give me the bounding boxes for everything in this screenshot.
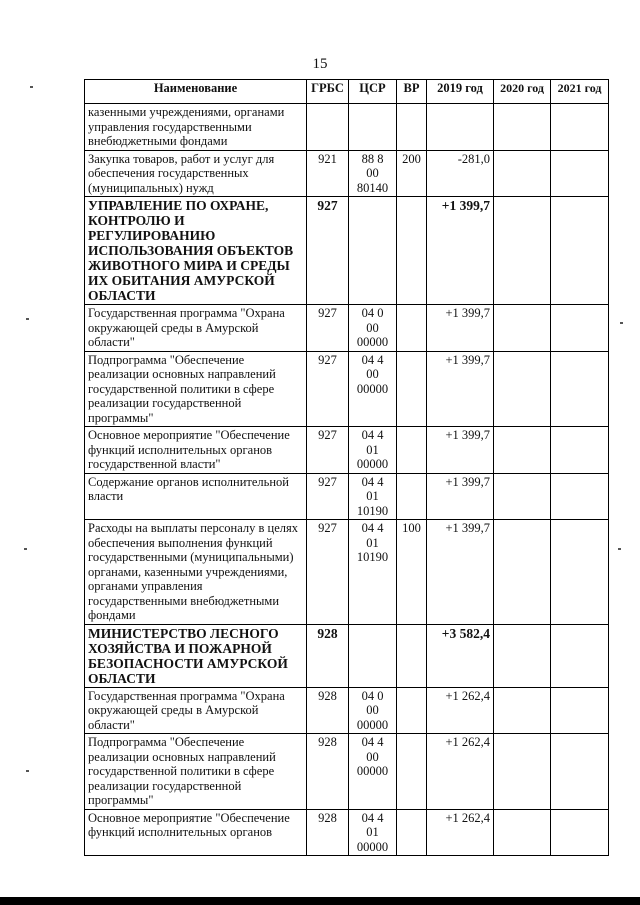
cell-2019: +1 399,7 xyxy=(427,305,494,352)
cell-2021 xyxy=(551,427,609,474)
cell-csr xyxy=(349,104,397,151)
cell-name: Основное мероприятие "Обеспечение функций исполнительных органов государственной власти" xyxy=(85,427,307,474)
cell-name: Закупка товаров, работ и услуг для обеспечения государственных (муниципальных) нужд xyxy=(85,150,307,197)
cell-2021 xyxy=(551,305,609,352)
cell-2019: +1 262,4 xyxy=(427,734,494,810)
cell-vr xyxy=(397,197,427,305)
cell-csr: 04 4 01 00000 xyxy=(349,809,397,856)
cell-2019: +3 582,4 xyxy=(427,624,494,687)
cell-csr xyxy=(349,624,397,687)
column-header-2020: 2020 год xyxy=(494,80,551,104)
cell-2021 xyxy=(551,197,609,305)
cell-2021 xyxy=(551,734,609,810)
table-body xyxy=(85,104,609,856)
cell-csr: 04 0 00 00000 xyxy=(349,687,397,734)
cell-2019: +1 399,7 xyxy=(427,197,494,305)
scan-mark xyxy=(30,86,33,88)
cell-vr xyxy=(397,427,427,474)
cell-2021 xyxy=(551,351,609,427)
cell-2019: +1 399,7 xyxy=(427,473,494,520)
cell-2019: +1 262,4 xyxy=(427,687,494,734)
cell-name: Государственная программа "Охрана окружающей среды в Амурской области" xyxy=(85,687,307,734)
table-row xyxy=(85,305,609,352)
column-header-vr: ВР xyxy=(397,80,427,104)
cell-csr: 04 4 01 10190 xyxy=(349,520,397,625)
cell-grbs: 927 xyxy=(307,520,349,625)
cell-2019: +1 399,7 xyxy=(427,427,494,474)
cell-2021 xyxy=(551,520,609,625)
cell-vr xyxy=(397,351,427,427)
cell-grbs: 927 xyxy=(307,197,349,305)
cell-name: Содержание органов исполнительной власти xyxy=(85,473,307,520)
cell-2021 xyxy=(551,150,609,197)
cell-2020 xyxy=(494,734,551,810)
cell-vr xyxy=(397,624,427,687)
column-header-2021: 2021 год xyxy=(551,80,609,104)
cell-2020 xyxy=(494,104,551,151)
cell-vr: 200 xyxy=(397,150,427,197)
cell-2020 xyxy=(494,197,551,305)
table-row xyxy=(85,809,609,856)
scan-edge xyxy=(0,897,640,905)
cell-2021 xyxy=(551,687,609,734)
table-row xyxy=(85,473,609,520)
cell-grbs: 927 xyxy=(307,351,349,427)
cell-2019: -281,0 xyxy=(427,150,494,197)
cell-2021 xyxy=(551,104,609,151)
cell-vr xyxy=(397,809,427,856)
scan-mark xyxy=(26,770,29,772)
cell-grbs: 928 xyxy=(307,734,349,810)
table-row xyxy=(85,150,609,197)
cell-grbs: 928 xyxy=(307,624,349,687)
cell-vr xyxy=(397,473,427,520)
cell-grbs: 928 xyxy=(307,809,349,856)
cell-grbs xyxy=(307,104,349,151)
cell-2020 xyxy=(494,687,551,734)
cell-2019: +1 399,7 xyxy=(427,351,494,427)
cell-2021 xyxy=(551,473,609,520)
page-number: 15 xyxy=(312,56,328,72)
cell-2020 xyxy=(494,351,551,427)
cell-2020 xyxy=(494,809,551,856)
cell-2019 xyxy=(427,104,494,151)
cell-name: Государственная программа "Охрана окружающей среды в Амурской области" xyxy=(85,305,307,352)
cell-name: казенными учреждениями, органами управления государственными внебюджетными фондами xyxy=(85,104,307,151)
table-row xyxy=(85,734,609,810)
cell-csr xyxy=(349,197,397,305)
cell-2020 xyxy=(494,305,551,352)
cell-2019: +1 262,4 xyxy=(427,809,494,856)
table-row xyxy=(85,520,609,625)
budget-table xyxy=(84,79,609,856)
cell-grbs: 921 xyxy=(307,150,349,197)
scan-mark xyxy=(620,322,623,324)
cell-name: МИНИСТЕРСТВО ЛЕСНОГО ХОЗЯЙСТВА И ПОЖАРНОЙ БЕЗОПАСНОСТИ АМУРСКОЙ ОБЛАСТИ xyxy=(85,624,307,687)
cell-csr: 04 4 01 10190 xyxy=(349,473,397,520)
scan-mark xyxy=(24,548,27,550)
cell-2020 xyxy=(494,427,551,474)
table-row xyxy=(85,104,609,151)
cell-name: Подпрограмма "Обеспечение реализации основных направлений государственной политики в сфере реализации государственной программы" xyxy=(85,734,307,810)
column-header-name: Наименование xyxy=(85,80,307,104)
table-row xyxy=(85,351,609,427)
cell-grbs: 927 xyxy=(307,305,349,352)
table-row xyxy=(85,197,609,305)
cell-2020 xyxy=(494,624,551,687)
cell-name: УПРАВЛЕНИЕ ПО ОХРАНЕ, КОНТРОЛЮ И РЕГУЛИРОВАНИЮ ИСПОЛЬЗОВАНИЯ ОБЪЕКТОВ ЖИВОТНОГО МИРА И СРЕДЫ ИХ ОБИТАНИЯ АМУРСКОЙ ОБЛАСТИ xyxy=(85,197,307,305)
table-header-row xyxy=(85,80,609,104)
table-row xyxy=(85,687,609,734)
scan-mark xyxy=(26,318,29,320)
cell-vr xyxy=(397,305,427,352)
cell-2021 xyxy=(551,809,609,856)
table-row xyxy=(85,624,609,687)
cell-name: Расходы на выплаты персоналу в целях обеспечения выполнения функций государственными (муниципальными) органами, казенными учреждениями, органами управления государственными внебюджетными фондами xyxy=(85,520,307,625)
cell-2020 xyxy=(494,473,551,520)
cell-csr: 04 4 01 00000 xyxy=(349,427,397,474)
cell-csr: 88 8 00 80140 xyxy=(349,150,397,197)
cell-csr: 04 0 00 00000 xyxy=(349,305,397,352)
cell-csr: 04 4 00 00000 xyxy=(349,351,397,427)
column-header-2019: 2019 год xyxy=(427,80,494,104)
cell-vr xyxy=(397,734,427,810)
cell-2019: +1 399,7 xyxy=(427,520,494,625)
cell-grbs: 927 xyxy=(307,473,349,520)
cell-name: Подпрограмма "Обеспечение реализации основных направлений государственной политики в сфере реализации государственной программы" xyxy=(85,351,307,427)
table-row xyxy=(85,427,609,474)
cell-vr xyxy=(397,687,427,734)
cell-name: Основное мероприятие "Обеспечение функций исполнительных органов xyxy=(85,809,307,856)
cell-2020 xyxy=(494,150,551,197)
column-header-grbs: ГРБС xyxy=(307,80,349,104)
cell-csr: 04 4 00 00000 xyxy=(349,734,397,810)
column-header-csr: ЦСР xyxy=(349,80,397,104)
cell-grbs: 928 xyxy=(307,687,349,734)
scan-mark xyxy=(618,548,621,550)
cell-2020 xyxy=(494,520,551,625)
cell-vr xyxy=(397,104,427,151)
cell-vr: 100 xyxy=(397,520,427,625)
cell-grbs: 927 xyxy=(307,427,349,474)
cell-2021 xyxy=(551,624,609,687)
